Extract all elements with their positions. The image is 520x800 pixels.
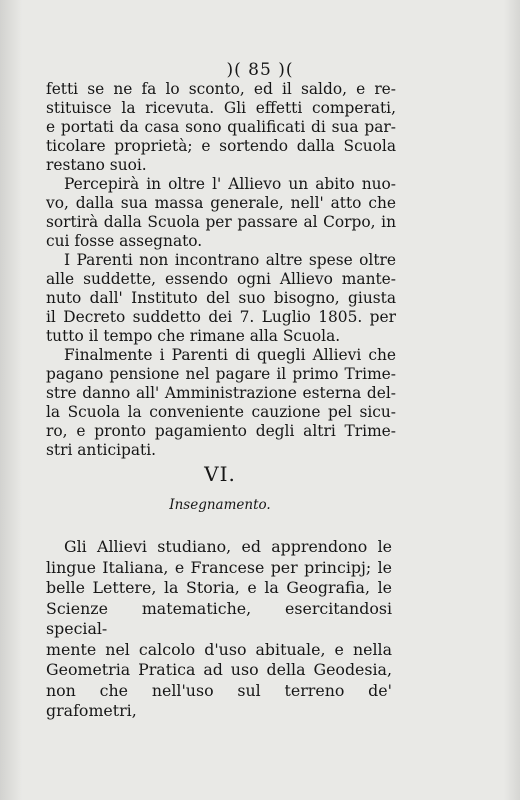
text-line: belle Lettere, la Storia, e la Geografia, le <box>46 578 392 597</box>
text-line: Gli Allievi studiano, ed apprendono le <box>64 537 392 556</box>
text-line: vo, dalla sua massa generale, nell' atto che <box>46 194 396 212</box>
text-line: lingue Italiana, e Francese per principj; le <box>46 557 392 577</box>
text-line: Percepirà in oltre l' Allievo un abito nuo- <box>64 175 396 193</box>
text-line: Finalmente i Parenti di quegli Allievi che <box>64 346 396 364</box>
text-line: nuto dall' Instituto del suo bisogno, giusta <box>46 289 396 307</box>
text-line: stri anticipati. <box>46 441 157 459</box>
text-line: la Scuola la conveniente cauzione pel sicu- <box>46 403 396 421</box>
text-block-top <box>46 80 396 460</box>
text-line: stituisce la ricevuta. Gli effetti comperati, <box>46 99 396 117</box>
page-left-edge-shadow <box>0 0 22 800</box>
section-title: Insegnamento. <box>169 497 271 513</box>
text-line: non che nell'uso sul terreno de' grafometri, <box>46 680 392 720</box>
text-line: Geometria Pratica ad uso della Geodesia, <box>46 660 392 679</box>
text-line: e portati da casa sono qualificati di sua par- <box>46 118 396 136</box>
text-line: mente nel calcolo d'uso abituale, e nella <box>46 639 392 659</box>
text-line: il Decreto suddetto dei 7. Luglio 1805. per <box>46 308 396 326</box>
section-number: VI. <box>204 462 236 486</box>
page-number-header: )( 85 )( <box>226 60 294 80</box>
text-line: stre danno all' Amministrazione esterna del- <box>46 384 396 402</box>
text-line: alle suddette, essendo ogni Allievo mante- <box>46 270 396 288</box>
text-line: pagano pensione nel pagare il primo Trime- <box>46 365 396 383</box>
text-line: sortirà dalla Scuola per passare al Corpo, in <box>46 213 396 231</box>
text-line: I Parenti non incontrano altre spese oltre <box>64 251 396 269</box>
text-line: ro, e pronto pagamiento degli altri Trime- <box>46 422 396 440</box>
page-right-edge-shadow <box>504 0 520 800</box>
text-block-bottom <box>46 537 392 722</box>
text-line: cui fosse assegnato. <box>46 232 203 250</box>
text-line: restano suoi. <box>46 156 147 174</box>
text-line: fetti se ne fa lo sconto, ed il saldo, e re- <box>46 80 396 98</box>
text-line: Scienze matematiche, esercitandosi special- <box>46 598 392 638</box>
text-line: tutto il tempo che rimane alla Scuola. <box>46 327 341 345</box>
text-line: ticolare proprietà; e sortendo dalla Scuola <box>46 137 396 155</box>
